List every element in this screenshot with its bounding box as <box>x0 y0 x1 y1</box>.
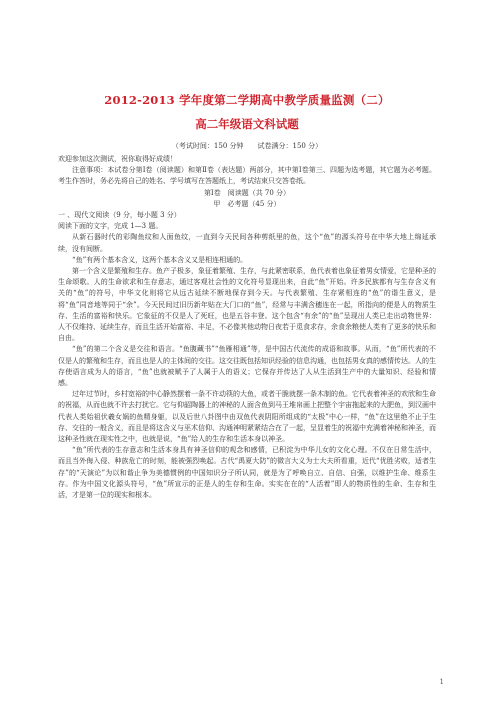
page-number: 1 <box>439 678 444 686</box>
body-paragraph: 第一个含义是繁殖和生存。鱼产子极多，象征着繁殖、生存，与此紧密联系，鱼代表着也象征着男女情爱，它是种圣的生命颂歌。人的生命欲求和生存意志，通过客观社会性的文化符号显现出来，自此“鱼”开始。许多民族都有与生存含义有关的“鱼”的符号，中华文化则将它从远古延续不断地保存到今天。与代表繁殖、生存紧相连的“鱼”的谐生意义，是将“鱼”同音地等同于“余”。今天民间过旧历新年贴在大门口的“鱼”，经常与丰满含穗连在一起，所指向的便是人的物质生存、生活的富裕和快乐。它象征的不仅是人了死旺，也是五谷丰登。这个包含“有余”的“鱼”呈现出人类已走出动物世界：人不仅维持、延续生存，而且生活开始富裕、丰足，不必像其他动物日夜若于觅食求存，余食余粮使人类有了更多的快乐和自由。 <box>58 267 436 343</box>
question-instruction: 阅读下面的文字，完成 1—3 题。 <box>58 222 163 231</box>
question-heading: 一 、现代文阅读（9 分，每小题 3 分） <box>58 211 181 220</box>
body-paragraph: “鱼”有两个基本含义，这两个基本含义又是相连相通的。 <box>72 255 248 264</box>
body-paragraph: 从新石器时代的彩陶鱼纹和人面鱼纹，一直到今天民间各种剪纸里的鱼，这个“鱼”的源头符号在中华大地上绵延承续，没有间断。 <box>58 233 436 253</box>
body-paragraph: “鱼”所代表的生存意志和生活本身具有神圣信仰的观念和感情，已积淀为中华儿女的文化心理。不仅在日常生活中，而且当外侮入侵、种族危亡的时刻，能被强烈唤起。古代“禹夏大防”的微言大义为士大夫所看重，近代“优胜劣败，适者生存”的“天演论”为以和谐止争为美德惯例的中国知识分子所认同，就是为了呼唤自立、自信、自强，以维护生命、维系生存。作为中国文化源头符号，“鱼”所宣示的正是人的生存和生命。实实在在的“人活着”即人的物质性的生命、生存和生活，才是第一位的现实和根本。 <box>58 446 436 500</box>
body-paragraph: “鱼”的第二个含义是交往和语言。“鱼腹藏书”“鱼雁相通”等，是中国古代流传的成语和故事。从而，“鱼”所代表的不仅是人的繁殖和生存，而且也是人的主体间的交往。这交往既包括知识经验的信息沟通，也包括男女真的感情传达。人的生存使语言成为人的语言，“鱼”也就被赋予了人属于人的语义；它保存并传达了人从生活到生产中的大量知识、经验和情感。 <box>58 345 436 388</box>
part-heading: 第Ⅰ卷 阅读题（共 70 分） <box>203 188 291 197</box>
notice-text: 注意事项：本试卷分第Ⅰ卷（阅读题）和第Ⅱ卷（表达题）两部分，其中第Ⅰ卷第三、四题为选考题，其它题为必考题。考生作答时，务必先将自己的姓名、学号填写在答题纸上，考试结束只交答卷纸。 <box>58 166 436 186</box>
section-heading: 甲 必考题（45 分） <box>213 199 281 208</box>
document-title: 2012-2013 学年度第二学期高中教学质量监测（二） <box>104 93 390 107</box>
body-paragraph: 过年过节时，乡村宽裕的中心静然摆着一条不许动筷的大鱼，或者干脆就摆一条木制的鱼。它代表着神圣的欢欣和生命的祝福，从而也就不许去打扰它。它与仰韶陶器上的神秘的人面含鱼到马王堆帛画上把整个宇宙拖起来的大肥鱼，到汉画中代表人类始祖伏羲女娲的鱼精身躯，以及后世八卦图中由双鱼代表阴阳所组成的“太极”中心一样，“鱼”在这里绝不止于生存、交往的一般含义，而且是将这含义与巫术信仰、沟通神明紧紧结合在了一起，呈显着生的祝福中充满着神秘和神圣，而这种圣性就在现实性之中，也就是说，“鱼”给人的生存和生活本身以神圣。 <box>58 390 436 444</box>
exam-info: （考试时间：150 分钟 试卷满分：150 分） <box>171 142 323 150</box>
document-subtitle: 高二年级语文科试题 <box>195 117 299 131</box>
welcome-text: 欢迎参加这次测试，祝你取得好成绩！ <box>58 155 177 163</box>
